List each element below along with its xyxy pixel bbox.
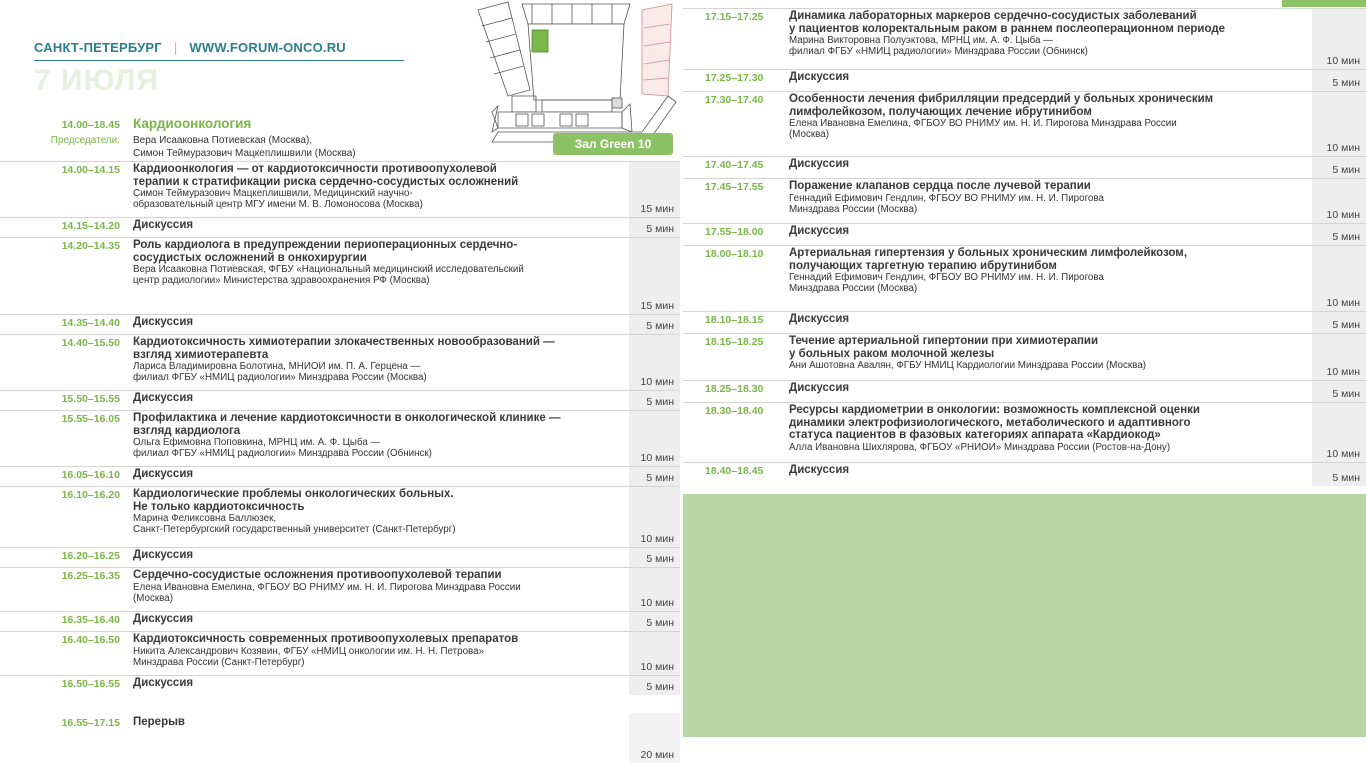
speaker-line: Елена Ивановна Емелина, ФГБОУ ВО РНИМУ им. Н. И. Пирогова Минздрава России	[789, 118, 1177, 129]
city-label: САНКТ-ПЕТЕРБУРГ	[34, 40, 162, 55]
talk-title-line: Поражение клапанов сердца после лучевой терапии	[789, 180, 1091, 192]
duration-label: 15 мин	[640, 203, 674, 215]
time-label: 16.05–16.10	[61, 469, 120, 481]
header-separator: |	[173, 40, 178, 55]
talk-title-line: Роль кардиолога в предупреждении периоперационных сердечно-	[133, 239, 518, 251]
schedule-row	[0, 611, 680, 631]
schedule-row	[0, 390, 680, 410]
speaker-line: филиал ФГБУ «НМИЦ радиологии» Минздрава России (Москва)	[133, 372, 427, 383]
schedule-row	[0, 314, 680, 334]
duration-label: 10 мин	[640, 661, 674, 673]
talk-title-line: лимфолейкозом, получающих лечение ибрутинибом	[789, 105, 1092, 118]
duration-label: 5 мин	[646, 681, 674, 693]
break-row	[0, 713, 680, 763]
duration-label: 10 мин	[1326, 448, 1360, 460]
schedule-row	[683, 223, 1366, 245]
duration-label: 5 мин	[646, 396, 674, 408]
duration-label: 5 мин	[646, 617, 674, 629]
speaker-line: центр радиологии» Министерства здравоохранения РФ (Москва)	[133, 275, 430, 286]
talk-title-line: у больных раком молочной железы	[789, 347, 995, 360]
talk-title-line: Дискуссия	[789, 464, 850, 476]
schedule-row	[0, 237, 680, 314]
duration-cell	[1312, 403, 1366, 462]
talk-content	[133, 163, 623, 210]
talk-content	[133, 677, 623, 690]
duration-label: 10 мин	[640, 452, 674, 464]
duration-cell	[1312, 312, 1366, 333]
speaker-line: Марина Феликсовна Баллюзек,	[133, 513, 277, 524]
time-label: 18.40–18.45	[705, 465, 764, 477]
schedule-left-column	[0, 161, 680, 763]
talk-content	[789, 382, 1309, 395]
talk-title-line: Не только кардиотоксичность	[133, 500, 305, 513]
time-label: 18.10–18.15	[705, 314, 764, 326]
talk-content	[133, 633, 623, 668]
schedule-row	[683, 333, 1366, 380]
duration-cell	[629, 632, 680, 675]
speaker-line: Елена Ивановна Емелина, ФГБОУ ВО РНИМУ им. Н. И. Пирогова Минздрава России	[133, 581, 521, 593]
time-label: 16.10–16.20	[61, 489, 120, 501]
chair-2: Симон Теймуразович Мацкеплишвили (Москва)	[133, 148, 356, 159]
talk-content	[133, 239, 623, 286]
schedule-row	[683, 311, 1366, 333]
session-header	[0, 116, 680, 162]
speaker-line: (Москва)	[133, 592, 173, 604]
speaker-line: Геннадий Ефимович Гендлин, ФГБОУ ВО РНИМУ им. Н. И. Пирогова	[789, 272, 1104, 283]
schedule-row	[0, 547, 680, 567]
duration-label: 20 мин	[640, 749, 674, 761]
time-label: 16.50–16.55	[61, 678, 120, 690]
schedule-row	[0, 217, 680, 237]
speaker-line: Симон Теймуразович Мацкеплишвили, Медицинский научно-	[133, 188, 413, 199]
time-label: 15.50–15.55	[61, 393, 120, 405]
talk-title-line: Артериальная гипертензия у больных хроническим лимфолейкозом,	[789, 247, 1188, 259]
duration-label: 10 мин	[640, 597, 674, 609]
time-label: 14.35–14.40	[61, 317, 120, 329]
talk-title-line: Кардиологические проблемы онкологических больных.	[133, 488, 454, 500]
duration-label: 5 мин	[1332, 388, 1360, 400]
talk-title-line: получающих таргетную терапию ибрутинибом	[789, 259, 1057, 272]
duration-cell	[629, 315, 680, 334]
talk-content	[789, 180, 1309, 215]
speaker-line: Алла Ивановна Шихлярова, ФГБОУ «РНИОИ» Минздрава России (Ростов-на-Дону)	[789, 441, 1171, 453]
talk-title-line: Дискуссия	[133, 677, 194, 689]
speaker-line: Санкт-Петербургский государственный университет (Санкт-Петербург)	[133, 524, 456, 535]
schedule-row	[0, 334, 680, 390]
talk-title-line: Дискуссия	[789, 382, 850, 394]
talk-title-line: терапии к стратификации риска сердечно-сосудистых осложнений	[133, 175, 519, 188]
duration-label: 5 мин	[1332, 164, 1360, 176]
session-time: 14.00–18.45	[61, 119, 120, 131]
duration-label: 10 мин	[640, 533, 674, 545]
schedule-row	[683, 380, 1366, 402]
schedule-row	[0, 631, 680, 675]
talk-title-line: Дискуссия	[789, 225, 850, 237]
time-label: 17.40–17.45	[705, 159, 764, 171]
chair-1: Вера Исааковна Потиевская (Москва),	[133, 135, 313, 146]
talk-title-line: Кардиотоксичность химиотерапии злокачественных новообразований —	[133, 336, 555, 348]
duration-cell	[629, 676, 680, 695]
talk-title-line: Особенности лечения фибрилляции предсердий у больных хроническим	[789, 93, 1214, 105]
time-label: 17.55–18.00	[705, 226, 764, 238]
time-label: 16.40–16.50	[61, 634, 120, 646]
duration-label: 10 мин	[640, 376, 674, 388]
talk-content	[133, 336, 623, 383]
talk-content	[133, 392, 623, 405]
talk-content	[789, 225, 1309, 238]
duration-cell	[629, 713, 680, 763]
talk-title-line: Дискуссия	[789, 158, 850, 170]
duration-cell	[1312, 157, 1366, 178]
talk-title-line: Ресурсы кардиометрии в онкологии: возможность комплексной оценки	[789, 404, 1200, 416]
speaker-line: Геннадий Ефимович Гендлин, ФГБОУ ВО РНИМУ им. Н. И. Пирогова	[789, 192, 1104, 204]
talk-content	[789, 10, 1309, 57]
date-heading: 7 ИЮЛЯ	[34, 64, 159, 97]
time-label: 15.55–16.05	[61, 413, 120, 425]
talk-content	[789, 158, 1309, 171]
duration-label: 15 мин	[640, 300, 674, 312]
speaker-line: Минздрава России (Санкт-Петербург)	[133, 656, 305, 668]
time-label: 14.00–14.15	[61, 164, 120, 176]
speaker-line: Вера Исааковна Потиевская, ФГБУ «Национальный медицинский исследовательский	[133, 264, 524, 275]
speaker-line: филиал ФГБУ «НМИЦ радиологии» Минздрава России (Обнинск)	[133, 448, 432, 459]
schedule-row	[0, 410, 680, 466]
chairs-label: Председатели:	[50, 135, 120, 146]
time-label: 17.15–17.25	[705, 11, 764, 23]
duration-cell	[1312, 246, 1366, 311]
talk-content	[133, 316, 623, 329]
duration-cell	[629, 467, 680, 486]
talk-title-line: Кардиотоксичность современных противоопухолевых препаратов	[133, 633, 519, 645]
schedule-row	[0, 675, 680, 695]
time-label: 17.25–17.30	[705, 72, 764, 84]
talk-title-line: Дискуссия	[133, 219, 194, 231]
time-label: 18.25–18.30	[705, 383, 764, 395]
time-label: 14.40–15.50	[61, 337, 120, 349]
schedule-row	[683, 462, 1366, 486]
schedule-row	[683, 402, 1366, 462]
time-label: 18.00–18.10	[705, 248, 764, 260]
duration-cell	[1312, 70, 1366, 91]
duration-cell	[629, 391, 680, 410]
duration-label: 10 мин	[1326, 297, 1360, 309]
duration-cell	[1312, 9, 1366, 69]
time-label: 18.15–18.25	[705, 336, 764, 348]
talk-title-line: Сердечно-сосудистые осложнения противоопухолевой терапии	[133, 569, 502, 581]
time-label: 16.25–16.35	[61, 570, 120, 582]
schedule-row	[0, 567, 680, 611]
schedule-row	[683, 91, 1366, 156]
duration-cell	[1312, 334, 1366, 380]
talk-title-line: взгляд химиотерапевта	[133, 348, 269, 361]
schedule-row	[0, 486, 680, 547]
talk-content	[133, 569, 623, 604]
talk-title-line: Перерыв	[133, 716, 185, 728]
time-label: 14.15–14.20	[61, 220, 120, 232]
duration-cell	[629, 548, 680, 567]
schedule-row	[0, 466, 680, 486]
duration-cell	[1312, 224, 1366, 245]
time-label: 16.55–17.15	[61, 717, 120, 729]
talk-content	[789, 335, 1309, 371]
duration-label: 5 мин	[646, 553, 674, 565]
talk-title-line: у пациентов колоректальным раком в раннем послеоперационном периоде	[789, 22, 1226, 35]
duration-cell	[629, 411, 680, 466]
talk-title-line: Дискуссия	[789, 313, 850, 325]
duration-cell	[629, 238, 680, 314]
talk-title-line: Динамика лабораторных маркеров сердечно-сосудистых заболеваний	[789, 10, 1197, 22]
time-label: 17.30–17.40	[705, 94, 764, 106]
speaker-line: Минздрава России (Москва)	[789, 283, 918, 294]
talk-title-line: Дискуссия	[133, 468, 194, 480]
schedule-row	[683, 8, 1366, 69]
talk-title-line: Течение артериальной гипертонии при химиотерапии	[789, 335, 1099, 347]
schedule-row	[683, 178, 1366, 223]
speaker-line: Никита Александрович Козявин, ФГБУ «НМИЦ онкологии им. Н. Н. Петрова»	[133, 645, 485, 657]
duration-cell	[1312, 463, 1366, 486]
duration-cell	[629, 568, 680, 611]
speaker-line: Ани Ашотовна Авалян, ФГБУ НМИЦ Кардиологии Минздрава России (Москва)	[789, 360, 1146, 371]
header-rule	[34, 60, 404, 61]
schedule-row	[683, 245, 1366, 311]
speaker-line: Марина Викторовна Полуэктова, МРНЦ им. А. Ф. Цыба —	[789, 35, 1054, 46]
site-link[interactable]: WWW.FORUM-ONCO.RU	[189, 40, 346, 55]
talk-content	[789, 404, 1309, 453]
duration-cell	[1312, 92, 1366, 156]
talk-content	[789, 313, 1309, 326]
talk-title-line: Дискуссия	[789, 71, 850, 83]
talk-title-line: Дискуссия	[133, 613, 194, 625]
duration-cell	[629, 162, 680, 217]
talk-content	[133, 219, 623, 232]
duration-cell	[629, 218, 680, 237]
schedule-row	[683, 69, 1366, 91]
talk-content	[789, 71, 1309, 84]
talk-content	[133, 613, 623, 626]
duration-cell	[1312, 179, 1366, 223]
green-top-strip	[1282, 0, 1366, 7]
time-label: 17.45–17.55	[705, 181, 764, 193]
duration-label: 10 мин	[1326, 366, 1360, 378]
duration-cell	[1312, 381, 1366, 402]
speaker-line: Ольга Ефимовна Поповкина, МРНЦ им. А. Ф. Цыба —	[133, 437, 381, 448]
talk-content	[133, 412, 623, 459]
schedule-right-column	[683, 8, 1366, 486]
talk-content	[133, 468, 623, 481]
talk-content	[133, 716, 623, 729]
time-label: 14.20–14.35	[61, 240, 120, 252]
talk-content	[789, 247, 1309, 294]
duration-cell	[629, 335, 680, 390]
session-title: Кардиоонкология	[133, 116, 252, 131]
time-label: 16.20–16.25	[61, 550, 120, 562]
speaker-line: (Москва)	[789, 129, 829, 140]
schedule-row	[683, 156, 1366, 178]
speaker-line: Лариса Владимировна Болотина, МНИОИ им. П. А. Герцена —	[133, 361, 421, 372]
speaker-line: филиал ФГБУ «НМИЦ радиологии» Минздрава России (Обнинск)	[789, 46, 1088, 57]
talk-title-line: Дискуссия	[133, 549, 194, 561]
talk-title-line: Кардиоонкология — от кардиотоксичности противоопухолевой	[133, 163, 497, 175]
program-header	[34, 40, 404, 55]
duration-label: 5 мин	[646, 320, 674, 332]
talk-title-line: Дискуссия	[133, 316, 194, 328]
talk-content	[789, 93, 1309, 140]
talk-title-line: статуса пациентов в фазовых категориях аппарата «Кардиокод»	[789, 429, 1161, 441]
green-panel	[683, 494, 1366, 737]
talk-title-line: Профилактика и лечение кардиотоксичности в онкологической клинике —	[133, 412, 561, 424]
duration-label: 10 мин	[1326, 209, 1360, 221]
header-line	[34, 40, 404, 55]
duration-label: 5 мин	[1332, 472, 1360, 484]
talk-title-line: сосудистых осложнений в онкохирургии	[133, 251, 367, 264]
hall-badge: Зал Green 10	[553, 133, 673, 155]
duration-label: 5 мин	[1332, 77, 1360, 89]
talk-content	[133, 549, 623, 562]
duration-cell	[629, 612, 680, 631]
time-label: 18.30–18.40	[705, 405, 764, 417]
duration-label: 5 мин	[1332, 231, 1360, 243]
talk-content	[789, 464, 1309, 477]
duration-label: 5 мин	[646, 223, 674, 235]
time-label: 16.35–16.40	[61, 614, 120, 626]
speaker-line: Минздрава России (Москва)	[789, 203, 918, 215]
speaker-line: образовательный центр МГУ имени М. В. Ломоносова (Москва)	[133, 199, 423, 210]
duration-label: 10 мин	[1326, 55, 1360, 67]
schedule-row	[0, 161, 680, 217]
duration-label: 10 мин	[1326, 142, 1360, 154]
duration-label: 5 мин	[646, 472, 674, 484]
talk-title-line: взгляд кардиолога	[133, 424, 241, 437]
duration-label: 5 мин	[1332, 319, 1360, 331]
talk-content	[133, 488, 623, 535]
talk-title-line: динамики электрофизиологического, метаболического и адаптивного	[789, 416, 1191, 429]
talk-title-line: Дискуссия	[133, 392, 194, 404]
duration-cell	[629, 487, 680, 547]
